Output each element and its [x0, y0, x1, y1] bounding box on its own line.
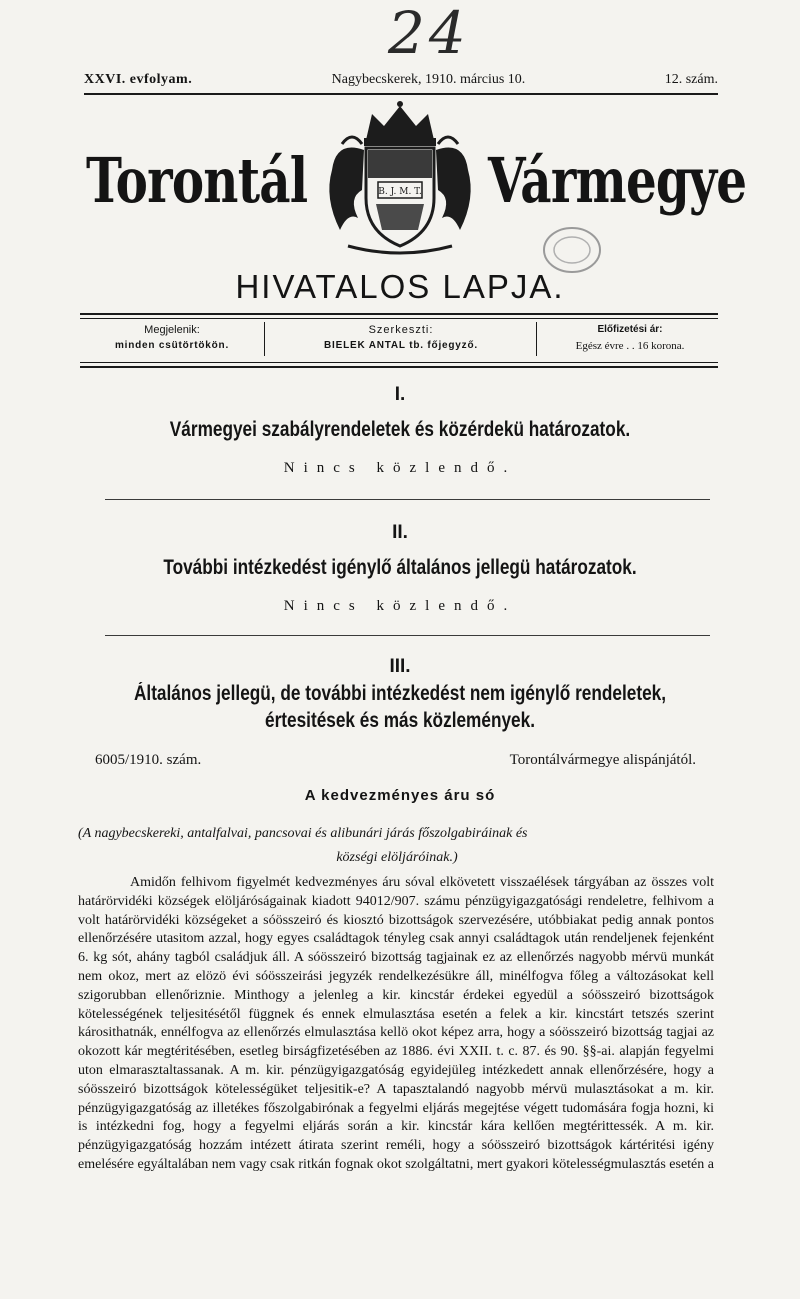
masthead-title-left: Torontál [86, 144, 308, 217]
masthead-title-right: Vármegye [488, 144, 747, 217]
info-bar-bottom-rule-thin [80, 362, 718, 363]
header-rule [84, 93, 718, 95]
article-addressee [78, 822, 716, 870]
subscription-column [540, 322, 720, 358]
handwritten-page-number: 24 [388, 0, 470, 67]
article-title: A kedvezményes áru só [304, 787, 496, 804]
issue-number: 12. szám. [664, 72, 718, 87]
section-1-number: I. [394, 384, 406, 405]
editor-label: Szerkeszti: [368, 324, 434, 336]
section-1-title: Vármegyei szabályrendeletek és közérdekü határozatok. [169, 418, 631, 441]
published-column [80, 322, 264, 358]
editor-column [266, 322, 536, 358]
subscription-label: Előfizetési ár: [597, 324, 663, 335]
volume-label: XXVI. evfolyam. [84, 72, 193, 87]
document-number: 6005/1910. szám. [95, 752, 202, 768]
info-divider [264, 322, 265, 356]
info-bar-bottom-rule [80, 366, 718, 368]
info-bar [80, 322, 718, 358]
section-3-title-line2: értesitések és más közlemények. [265, 709, 535, 732]
addressee-line-2: községi elöljáróinak.) [336, 850, 458, 865]
document-sender: Torontálvármegye alispánjától. [509, 752, 696, 768]
section-divider [105, 499, 710, 500]
place-date: Nagybecskerek, 1910. március 10. [331, 72, 526, 87]
section-divider [105, 635, 710, 636]
addressee-line-1: (A nagybecskereki, antalfalvai, pancsovai és alibunári járás főszolgabiráinak és [78, 826, 528, 841]
section-3-title-line1: Általános jellegü, de további intézkedést nem igénylő rendeletek, [133, 682, 667, 705]
published-value: minden csütörtökön. [114, 340, 230, 351]
header-line [84, 72, 718, 88]
info-divider [536, 322, 537, 356]
coat-of-arms-icon [318, 100, 482, 260]
section-2-note: Nincs közlendő. [283, 598, 517, 614]
published-label: Megjelenik: [144, 324, 200, 336]
article-body: Amidőn felhivom figyelmét kedvezményes áru sóval elkövetett visszaélések tárgyában az összes volt határörvidéki községek elöljáróságainak kiadott 94012/907. számu pénzügyigazgatósági rendeletre, felhivom a volt határörvidéki községeket a sóösszeiró és kiosztó bizottságok szervezésére, utóbbiakat pedig annak pontos ellenőrzésére utasitom azzal, hogy egyes családtagok tényleg csak annyi családtagok után rendeljenek fejenként 6. kg sót, ahány tagból családjuk áll. A sóösszeiró bizottság tagjainak ez az ellenőrzés nagyobb mérvü munkát nem okoz, mert az elözö évi sóösszeirási jegyzék rendelkezésükre áll, minélfogva főleg a változásokat kell szigorubban ellenőriznie. Minthogy a jelenleg a kir. kincstár érdekei egyedül a sóösszeiró bizottságok kötelességének teljesitésétől függnek és ennek elmulasztása esetén a felek a kir. kincstárt tetszés szerint károsithatnák, ennélfogva az ellenőrzés elmulasztása kellö okot képez arra, hogy a sóösszeiró bizottság tagjai az okozott kár megtéritésében, esetleg birságfizetésében az 1886. évi XXII. t. c. 87. és 90. §§-ai. alapján fegyelmi uton elmarasztaltassanak. A m. kir. pénzügyigazgatóság egyidejüleg intézkedett annak ellenőrzésére, hogy a sóösszeiró bizottságok kötelességüket teljesitik-e? A tapasztalandó nagyobb mérvü mulasztásokat a m. kir. pénzügyigazgatóság az illetékes főszolgabirónak a fegyelmi eljárás megejtése végett tudomására fogja hozni, ki is intézkedni fog, hogy a fegyelmi eljárás során a kir. kincstár kára kellően megtérittessék. A m. kir. pénzügyigazgatóság hozzám intézett átirata szerint reméli, hogy a sóösszeiró bizottságok kártéritési igény emelésére egyáltalában nem vagy csak ritkán fognak okot szolgáltatni, mert gyakori kötelességmulasztás esetén a [78, 875, 714, 1172]
crest-monogram: B. J. M. T. [378, 187, 422, 197]
info-bar-top-rule-thin [80, 318, 718, 319]
editor-value: BIELEK ANTAL tb. főjegyző. [324, 340, 478, 351]
section-3-number: III. [389, 656, 411, 677]
info-bar-top-rule [80, 313, 718, 315]
section-1-note: Nincs közlendő. [283, 460, 517, 476]
section-2-number: II. [392, 522, 408, 543]
subscription-value: Egész évre . . 16 korona. [575, 340, 685, 352]
masthead-subtitle: HIVATALOS LAPJA. [235, 268, 565, 305]
section-2-title: További intézkedést igénylő általános jellegü határozatok. [163, 556, 637, 579]
